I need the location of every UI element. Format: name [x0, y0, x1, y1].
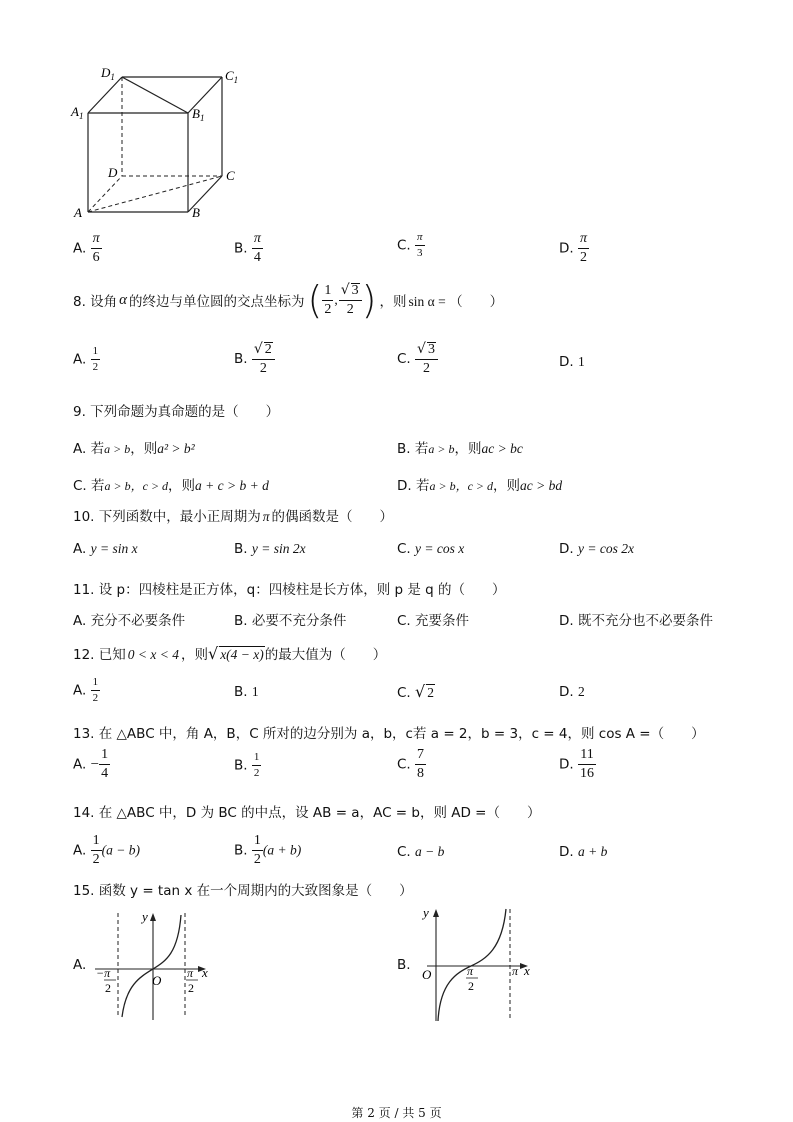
graph-b-y-label: y: [423, 905, 429, 920]
graph-b-two: 2: [468, 979, 474, 993]
label-B1: $B_1$: [192, 106, 205, 123]
q7-d-frac: $\frac{\pi}{2}$: [579, 231, 587, 265]
q15-graph-a[interactable]: [90, 905, 220, 1025]
q8-stem: 8. 设角 α 的终边与单位圆的交点坐标为 ( $\frac{1}{2}$ , $\frac{√ 3}{2}$ ) ，则 sin α = （ ）: [73, 278, 504, 322]
graph-a-y-arrow: [150, 913, 156, 921]
q12-option-b[interactable]: B. 1: [234, 684, 259, 700]
q14-option-d[interactable]: D. a + b: [559, 844, 608, 860]
q8-point: ( $\frac{1}{2}$ , $\frac{√ 3}{2}$ ): [307, 278, 377, 322]
q10-stem: 10. 下列函数中，最小正周期为 π 的偶函数是（ ）: [73, 509, 394, 525]
graph-a-pi: π: [187, 966, 194, 980]
graph-a-two: 2: [188, 981, 194, 995]
q9-option-a[interactable]: A. 若a > b，则a² > b²: [73, 441, 195, 457]
graph-a-x-label: x: [202, 965, 208, 980]
q14-option-c[interactable]: C. a − b: [397, 844, 445, 860]
q11-option-d[interactable]: D. 既不充分也不必要条件: [559, 613, 713, 629]
graph-b-pi: π: [512, 964, 519, 978]
graph-a-origin: O: [152, 973, 162, 988]
cube-figure: [68, 62, 248, 222]
q8-option-c[interactable]: C. $\frac{√ 3}{2}$: [397, 342, 438, 376]
q7-option-b[interactable]: B. $\frac{\pi}{4}$: [234, 231, 261, 265]
q7-b-frac: $\frac{\pi}{4}$: [253, 231, 261, 265]
q7-c-frac: $\frac{\pi}{3}$: [417, 231, 423, 259]
q11-option-c[interactable]: C. 充要条件: [397, 613, 470, 629]
q13-stem: 13. 在 △ABC 中，角 A，B，C 所对的边分别为 a，b，c若 a = 2，b = 3，c = 4，则 cos A =（ ）: [73, 726, 705, 742]
q8-option-d[interactable]: D. 1: [559, 354, 585, 370]
q14-option-a[interactable]: A. $\frac{1}{2}$ (a − b): [73, 833, 140, 867]
edge-A1D1: [88, 77, 122, 113]
q7-option-d[interactable]: D. $\frac{\pi}{2}$: [559, 231, 587, 265]
graph-a-y-label: y: [142, 909, 148, 924]
q9-option-b[interactable]: B. 若a > b，则ac > bc: [397, 441, 523, 457]
label-C: C: [226, 168, 235, 183]
q9-option-d[interactable]: D. 若a > b，c > d，则ac > bd: [397, 478, 563, 494]
label-A1: $A_1$: [71, 104, 84, 121]
edge-AD: [88, 176, 122, 212]
q7-option-c[interactable]: C. $\frac{\pi}{3}$: [397, 231, 423, 259]
graph-b-pi-half: π: [467, 964, 474, 978]
q10-option-a[interactable]: A. y = sin x: [73, 541, 138, 557]
edge-D1B1: [122, 77, 188, 113]
q15-stem: 15. 函数 y = tan x 在一个周期内的大致图象是（ ）: [73, 883, 413, 899]
q15-option-a-label[interactable]: A.: [73, 957, 87, 973]
q13-option-a[interactable]: A. − $\frac{1}{4}$: [73, 747, 109, 781]
q8-option-b[interactable]: B. $\frac{√ 2}{2}$: [234, 342, 275, 376]
label-A: A: [74, 205, 82, 220]
label-C1: $C_1$: [225, 68, 239, 85]
q9-stem: 9. 下列命题为真命题的是（ ）: [73, 404, 280, 420]
q12-option-c[interactable]: C. √ 2: [397, 682, 434, 701]
q7-a-frac: $\frac{\pi}{6}$: [92, 231, 100, 265]
label-D: D: [108, 165, 118, 180]
q10-option-b[interactable]: B. y = sin 2x: [234, 541, 306, 557]
q11-option-a[interactable]: A. 充分不必要条件: [73, 613, 186, 629]
q12-stem: 12. 已知 0 < x < 4 ，则√ x(4 − x)的最大值为（ ）: [73, 644, 387, 663]
graph-a-neg-two: 2: [105, 981, 111, 995]
q10-option-c[interactable]: C. y = cos x: [397, 541, 465, 557]
q14-option-b[interactable]: B. $\frac{1}{2}$ (a + b): [234, 833, 302, 867]
q7-option-a[interactable]: A. $\frac{\pi}{6}$: [73, 231, 100, 265]
q9-option-c[interactable]: C. 若a > b，c > d，则a + c > b + d: [73, 478, 269, 494]
q12-option-d[interactable]: D. 2: [559, 684, 585, 700]
label-D1: $D_1$: [101, 65, 115, 82]
page-footer: 第 2 页 / 共 5 页: [351, 1106, 442, 1120]
graph-a-neg-pi: −π: [96, 966, 111, 980]
q13-option-b[interactable]: B. $\frac{1}{2}$: [234, 751, 260, 779]
graph-b-x-label: x: [524, 963, 530, 978]
q10-option-d[interactable]: D. y = cos 2x: [559, 541, 634, 557]
label-B: B: [192, 205, 200, 220]
q8-option-a[interactable]: A. $\frac{1}{2}$: [73, 345, 99, 373]
q13-option-d[interactable]: D. $\frac{11}{16}$: [559, 747, 594, 781]
q13-option-c[interactable]: C. $\frac{7}{8}$: [397, 747, 425, 781]
q11-option-b[interactable]: B. 必要不充分条件: [234, 613, 347, 629]
q12-option-a[interactable]: A. $\frac{1}{2}$: [73, 676, 99, 704]
q15-option-b-label[interactable]: B.: [397, 957, 411, 973]
q14-stem: 14. 在 △ABC 中，D 为 BC 的中点，设 AB = a，AC = b，则 AD =（ ）: [73, 805, 541, 821]
graph-b-y-arrow: [433, 909, 439, 917]
graph-a-tan-curve: [122, 915, 181, 1017]
q11-stem: 11. 设 p：四棱柱是正方体，q：四棱柱是长方体，则 p 是 q 的（ ）: [73, 582, 506, 598]
graph-b-origin: O: [422, 967, 432, 982]
q15-graph-b[interactable]: [412, 903, 542, 1025]
edge-AC: [88, 176, 222, 212]
